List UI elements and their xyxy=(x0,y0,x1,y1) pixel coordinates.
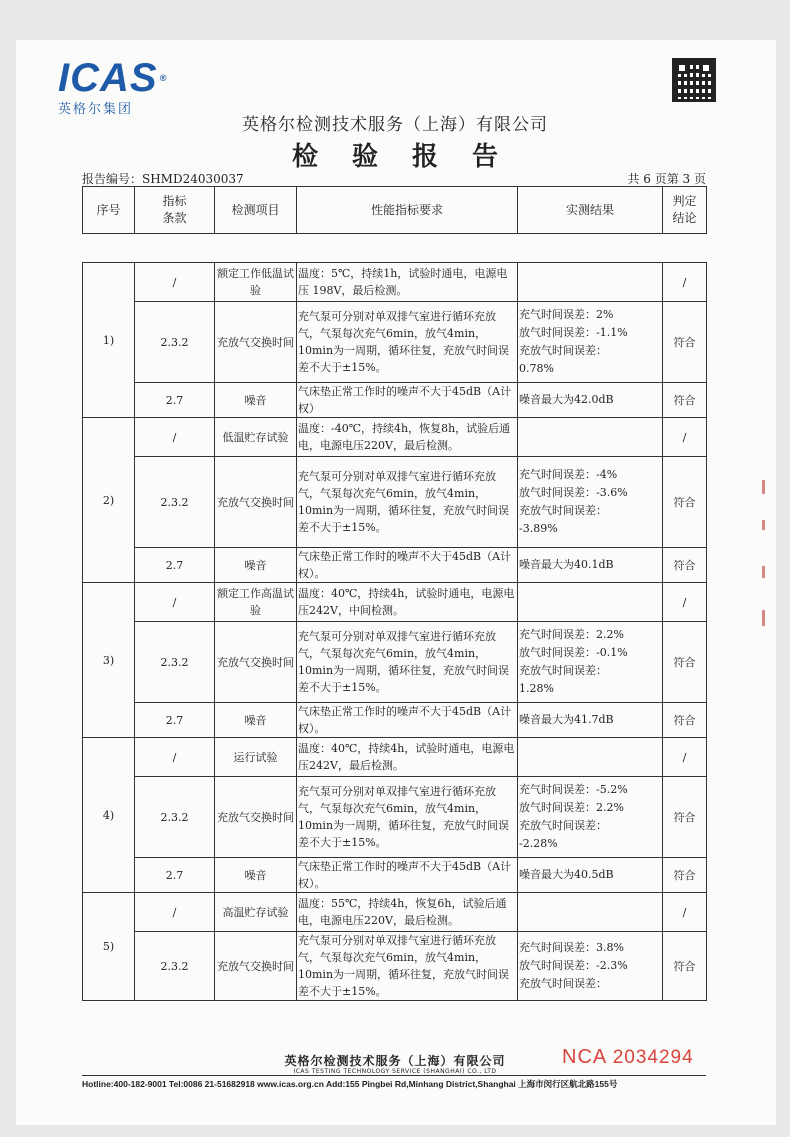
nca-stamp: NCA 2034294 xyxy=(562,1046,694,1068)
group-seq: 1) xyxy=(83,263,135,418)
result-cell: 噪音最大为40.5dB xyxy=(518,858,663,893)
result-cell: 充气时间误差：-4% 放气时间误差：-3.6% 充放气时间误差： -3.89% xyxy=(518,457,663,548)
verdict-cell: / xyxy=(663,893,707,932)
result-cell: 噪音最大为40.1dB xyxy=(518,548,663,583)
header-item: 检测项目 xyxy=(215,187,297,234)
table-row xyxy=(83,418,707,457)
clause-cell: / xyxy=(135,893,215,932)
table-row xyxy=(83,893,707,932)
requirement-cell: 气床垫正常工作时的噪声不大于45dB（A计权）。 xyxy=(297,548,518,583)
verdict-cell: / xyxy=(663,738,707,777)
result-cell: 充气时间误差：2% 放气时间误差：-1.1% 充放气时间误差： 0.78% xyxy=(518,302,663,383)
requirement-cell: 温度：40℃，持续4h，试验时通电，电源电压242V，最后检测。 xyxy=(297,738,518,777)
item-cell: 额定工作低温试验 xyxy=(215,263,297,302)
table-row xyxy=(83,583,707,622)
requirement-cell: 温度：55℃，持续4h，恢复6h，试验后通电，电源电压220V，最后检测。 xyxy=(297,893,518,932)
result-cell: 充气时间误差：-5.2% 放气时间误差：2.2% 充放气时间误差： -2.28% xyxy=(518,777,663,858)
group-seq: 3) xyxy=(83,583,135,738)
item-cell: 运行试验 xyxy=(215,738,297,777)
clause-cell: 2.3.2 xyxy=(135,302,215,383)
verdict-cell: 符合 xyxy=(663,858,707,893)
group-seq: 2) xyxy=(83,418,135,583)
header-requirement: 性能指标要求 xyxy=(297,187,518,234)
item-cell: 充放气交换时间 xyxy=(215,457,297,548)
item-cell: 高温贮存试验 xyxy=(215,893,297,932)
item-cell: 充放气交换时间 xyxy=(215,622,297,703)
results-body xyxy=(83,263,707,1001)
verdict-cell: / xyxy=(663,583,707,622)
item-cell: 充放气交换时间 xyxy=(215,777,297,858)
verdict-cell: 符合 xyxy=(663,383,707,418)
red-seal-edge xyxy=(760,480,770,640)
clause-cell: 2.3.2 xyxy=(135,457,215,548)
clause-cell: 2.7 xyxy=(135,703,215,738)
requirement-cell: 温度：5℃，持续1h，试验时通电，电源电压 198V，最后检测。 xyxy=(297,263,518,302)
group-seq: 5) xyxy=(83,893,135,1001)
verdict-cell: 符合 xyxy=(663,932,707,1001)
result-cell xyxy=(518,583,663,622)
requirement-cell: 充气泵可分别对单双排气室进行循环充放气，气泵每次充气6min，放气4min，10min为一周期，循环往复，充放气时间误差不大于±15%。 xyxy=(297,777,518,858)
item-cell: 噪音 xyxy=(215,548,297,583)
result-cell xyxy=(518,738,663,777)
result-cell: 充气时间误差：3.8% 放气时间误差：-2.3% 充放气时间误差： xyxy=(518,932,663,1001)
company-name: 英格尔检测技术服务（上海）有限公司 xyxy=(242,115,548,135)
result-cell xyxy=(518,418,663,457)
header-table xyxy=(82,186,707,234)
item-cell: 噪音 xyxy=(215,383,297,418)
table-row xyxy=(83,548,707,583)
requirement-cell: 充气泵可分别对单双排气室进行循环充放气，气泵每次充气6min，放气4min，10min为一周期，循环往复，充放气时间误差不大于±15%。 xyxy=(297,932,518,1001)
requirement-cell: 温度：40℃，持续4h，试验时通电，电源电压242V，中间检测。 xyxy=(297,583,518,622)
table-row xyxy=(83,263,707,302)
header-clause: 指标 条款 xyxy=(135,187,215,234)
item-cell: 低温贮存试验 xyxy=(215,418,297,457)
requirement-cell: 充气泵可分别对单双排气室进行循环充放气，气泵每次充气6min，放气4min，10min为一周期，循环往复，充放气时间误差不大于±15%。 xyxy=(297,622,518,703)
result-cell: 噪音最大为41.7dB xyxy=(518,703,663,738)
result-cell xyxy=(518,263,663,302)
clause-cell: 2.3.2 xyxy=(135,932,215,1001)
verdict-cell: 符合 xyxy=(663,622,707,703)
table-row xyxy=(83,777,707,858)
clause-cell: / xyxy=(135,583,215,622)
page-info: 共 6 页第 3 页 xyxy=(627,172,706,186)
footer-contact: Hotline:400-182-9001 Tel:0086 21-51682918 www.icas.org.cn Add:155 Pingbei Rd,Minhang District,Shanghai 上海市闵行区航北路155号 xyxy=(82,1079,618,1089)
header-row xyxy=(83,187,707,234)
document-title: 检验报告 xyxy=(291,142,532,172)
requirement-cell: 气床垫正常工作时的噪声不大于45dB（A计权）。 xyxy=(297,858,518,893)
table-row xyxy=(83,383,707,418)
clause-cell: / xyxy=(135,418,215,457)
report-number: 报告编号：SHMD24030037 xyxy=(82,172,244,186)
verdict-cell: / xyxy=(663,418,707,457)
header-result: 实测结果 xyxy=(518,187,663,234)
requirement-cell: 充气泵可分别对单双排气室进行循环充放气，气泵每次充气6min，放气4min，10min为一周期，循环往复，充放气时间误差不大于±15%。 xyxy=(297,302,518,383)
verdict-cell: 符合 xyxy=(663,703,707,738)
clause-cell: / xyxy=(135,738,215,777)
footer-company-en: ICAS TESTING TECHNOLOGY SERVICE (SHANGHAI) CO., LTD xyxy=(293,1068,497,1075)
logo-mark: ICAS ® xyxy=(58,56,168,100)
table-row xyxy=(83,703,707,738)
table-row xyxy=(83,738,707,777)
result-cell: 充气时间误差：2.2% 放气时间误差：-0.1% 充放气时间误差： 1.28% xyxy=(518,622,663,703)
clause-cell: 2.7 xyxy=(135,383,215,418)
footer-company-cn: 英格尔检测技术服务（上海）有限公司 xyxy=(284,1054,506,1068)
table-row xyxy=(83,302,707,383)
verdict-cell: 符合 xyxy=(663,302,707,383)
qr-code-icon xyxy=(672,58,716,102)
clause-cell: / xyxy=(135,263,215,302)
header-seq: 序号 xyxy=(83,187,135,234)
table-row xyxy=(83,932,707,1001)
clause-cell: 2.3.2 xyxy=(135,622,215,703)
requirement-cell: 气床垫正常工作时的噪声不大于45dB（A计权）。 xyxy=(297,703,518,738)
requirement-cell: 温度：-40℃，持续4h，恢复8h，试验后通电，电源电压220V，最后检测。 xyxy=(297,418,518,457)
verdict-cell: / xyxy=(663,263,707,302)
verdict-cell: 符合 xyxy=(663,457,707,548)
results-table xyxy=(82,262,707,1001)
item-cell: 额定工作高温试验 xyxy=(215,583,297,622)
clause-cell: 2.7 xyxy=(135,858,215,893)
table-row xyxy=(83,457,707,548)
requirement-cell: 充气泵可分别对单双排气室进行循环充放气，气泵每次充气6min，放气4min，10min为一周期，循环往复，充放气时间误差不大于±15%。 xyxy=(297,457,518,548)
item-cell: 噪音 xyxy=(215,858,297,893)
verdict-cell: 符合 xyxy=(663,548,707,583)
result-cell: 噪音最大为42.0dB xyxy=(518,383,663,418)
footer-divider xyxy=(82,1075,706,1076)
group-seq: 4) xyxy=(83,738,135,893)
table-row xyxy=(83,622,707,703)
verdict-cell: 符合 xyxy=(663,777,707,858)
item-cell: 充放气交换时间 xyxy=(215,932,297,1001)
item-cell: 噪音 xyxy=(215,703,297,738)
header-verdict: 判定 结论 xyxy=(663,187,707,234)
clause-cell: 2.3.2 xyxy=(135,777,215,858)
icas-logo xyxy=(58,56,168,117)
clause-cell: 2.7 xyxy=(135,548,215,583)
result-cell xyxy=(518,893,663,932)
requirement-cell: 气床垫正常工作时的噪声不大于45dB（A计权） xyxy=(297,383,518,418)
logo-subtitle: 英格尔集团 xyxy=(58,102,134,117)
item-cell: 充放气交换时间 xyxy=(215,302,297,383)
table-row xyxy=(83,858,707,893)
